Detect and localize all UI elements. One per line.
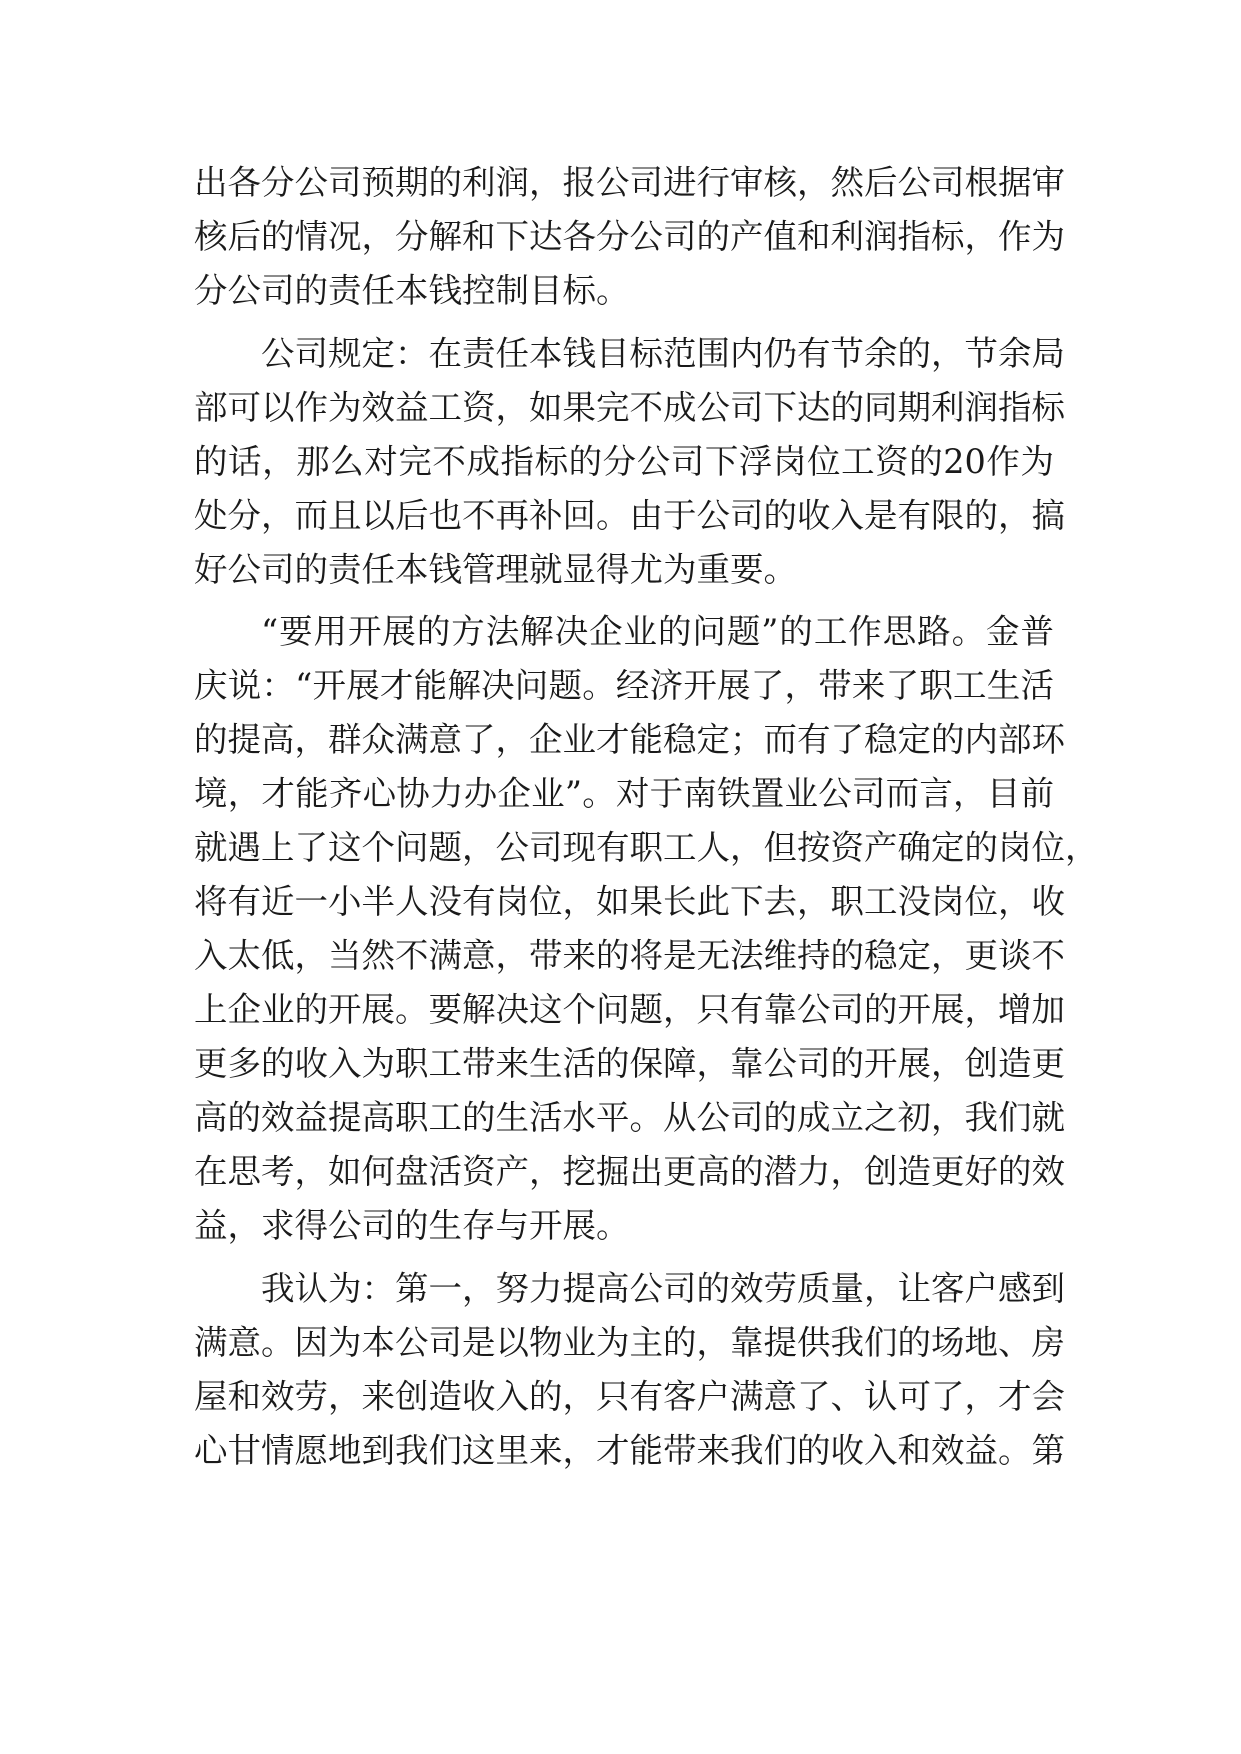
- text-line: 处分，而且以后也不再补回。由于公司的收入是有限的，搞: [194, 495, 1065, 535]
- text-line: “要用开展的方法解决企业的问题”的工作思路。金普: [261, 612, 1054, 651]
- text-line: 的提高，群众满意了，企业才能稳定；而有了稳定的内部环: [194, 720, 1065, 759]
- text-line: 分公司的责任本钱控制目标。: [194, 271, 630, 310]
- text-line: 满意。因为本公司是以物业为主的，靠提供我们的场地、房: [194, 1322, 1065, 1362]
- text-line: 核后的情况，分解和下达各分公司的产值和利润指标，作为: [194, 217, 1065, 256]
- text-line: 部可以作为效益工资，如果完不成公司下达的同期利润指标: [194, 387, 1065, 427]
- text-line: 境，才能齐心协力办企业”。对于南铁置业公司而言，目前: [194, 774, 1054, 813]
- text-line: 上企业的开展。要解决这个问题，只有靠公司的开展，增加: [194, 990, 1065, 1029]
- text-line: 出各分公司预期的利润，报公司进行审核，然后公司根据审: [194, 163, 1065, 202]
- text-line: 在思考，如何盘活资产，挖掘出更高的潜力，创造更好的效: [194, 1152, 1065, 1191]
- text-line: 就遇上了这个问题，公司现有职工人，但按资产确定的岗位，: [194, 828, 1099, 867]
- text-line: 好公司的责任本钱管理就显得尤为重要。: [194, 549, 797, 589]
- text-line: 心甘情愿地到我们这里来，才能带来我们的收入和效益。第: [194, 1430, 1065, 1470]
- paragraph-1: [194, 156, 1065, 318]
- text-line: 的话，那么对完不成指标的分公司下浮岗位工资的20作为: [194, 441, 1054, 481]
- paragraph-3: [194, 605, 1099, 1253]
- document-body: [194, 156, 1099, 1486]
- text-line: 更多的收入为职工带来生活的保障，靠公司的开展，创造更: [194, 1044, 1065, 1083]
- text-line: 我认为：第一，努力提高公司的效劳质量，让客户感到: [261, 1268, 1065, 1308]
- paragraph-2: [194, 327, 1065, 597]
- text-line: 将有近一小半人没有岗位，如果长此下去，职工没岗位，收: [194, 882, 1065, 921]
- text-line: 入太低，当然不满意，带来的将是无法维持的稳定，更谈不: [194, 936, 1065, 975]
- text-line: 益，求得公司的生存与开展。: [194, 1206, 630, 1245]
- text-line: 庆说：“开展才能解决问题。经济开展了，带来了职工生活: [194, 666, 1054, 705]
- text-line: 高的效益提高职工的生活水平。从公司的成立之初，我们就: [194, 1098, 1065, 1137]
- paragraph-4: [194, 1262, 1065, 1478]
- text-line: 公司规定：在责任本钱目标范围内仍有节余的，节余局: [261, 333, 1065, 373]
- text-line: 屋和效劳，来创造收入的，只有客户满意了、认可了，才会: [194, 1376, 1065, 1416]
